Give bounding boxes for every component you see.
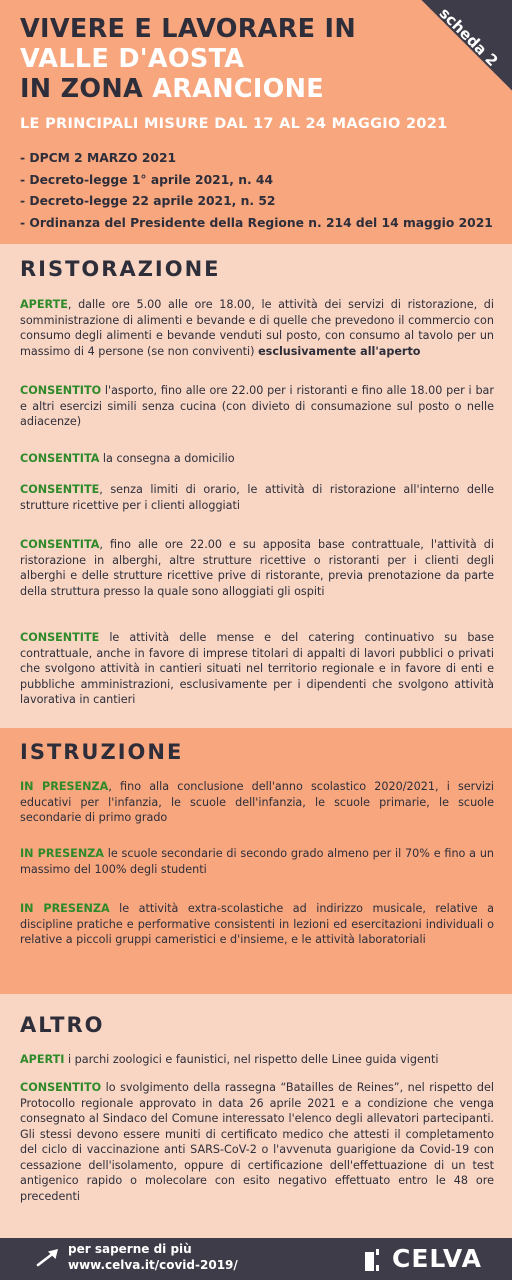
title-line-1: VIVERE E LAVORARE IN xyxy=(20,14,356,44)
reference-item: - DPCM 2 MARZO 2021 xyxy=(20,151,177,165)
paragraph-text: i parchi zoologici e faunistici, nel rispetto delle Linee guida vigenti xyxy=(64,1053,439,1066)
paragraph-text: , senza limiti di orario, le attività di ristorazione all'interno delle strutture ricettive per i clienti alloggiati xyxy=(20,483,494,512)
paragraph-text: , fino alle ore 22.00 e su apposita base contrattuale, l'attività di ristorazione in alberghi, altre strutture ricettive o ristoranti per i clienti degli alberghi e delle strutture ricettive prive di ristorante, previa prenotazione da parte della struttura presso la quale sono alloggiati gli ospiti xyxy=(20,538,494,598)
paragraph-text: le attività extra-scolastiche ad indirizzo musicale, relative a discipline pratiche e performative consistenti in lezioni ed esercitazioni individuali o relative a piccoli gruppi cameristici e d'insieme, e le attività laboratoriali xyxy=(20,902,494,946)
altro-paragraph-2 xyxy=(20,1080,494,1204)
keyword: CONSENTITE xyxy=(20,631,100,644)
paragraph-text: , fino alla conclusione dell'anno scolastico 2020/2021, i servizi educativi per l'infanzia, le scuole dell'infanzia, le scuole primarie, le scuole secondarie di primo grado xyxy=(20,780,494,824)
legal-references xyxy=(20,148,493,234)
ristorazione-paragraph-4 xyxy=(20,482,494,513)
paragraph-text: le attività delle mense e del catering continuativo su base contrattuale, anche in favore di imprese titolari di appalti di lavori pubblici o privati che svolgono attività in cantieri situati nel territorio regionale e in favore di enti e pubbliche amministrazioni, esclusivamente per i dipendenti che svolgono attività lavorativa in cantieri xyxy=(20,631,494,706)
section-title-altro: ALTRO xyxy=(20,1013,105,1037)
ristorazione-paragraph-6 xyxy=(20,630,494,708)
keyword: CONSENTITE xyxy=(20,483,100,496)
title-line-3a: IN ZONA xyxy=(20,74,153,104)
scheda-label: scheda 2 xyxy=(435,4,502,70)
title-zone-color: ARANCIONE xyxy=(152,74,325,104)
keyword: IN PRESENZA xyxy=(20,780,109,793)
paragraph-text: lo svolgimento della rassegna “Batailles de Reines”, nel rispetto del Protocollo regionale approvato in data 26 aprile 2021 e a condizione che venga consegnato al Sindaco del Comune interessato l'elenco degli allevatori partecipanti. Gli stessi devono essere muniti di certificato medico che attesti il completamento del ciclo di vaccinazione anti SARS-CoV-2 o l'avvenuta guarigione da Covid-19 con cessazione dell'isolamento, oppure di certificazione dell'effettuazione di un test antigenico rapido o molecolare con esito negativo effettuato entro le 48 ore precedenti xyxy=(20,1081,494,1203)
altro-paragraph-1 xyxy=(20,1052,494,1068)
keyword: CONSENTITO xyxy=(20,384,102,397)
page-subtitle: LE PRINCIPALI MISURE DAL 17 AL 24 MAGGIO 2021 xyxy=(20,116,448,132)
reference-item: - Ordinanza del Presidente della Regione n. 214 del 14 maggio 2021 xyxy=(20,215,493,230)
keyword: CONSENTITO xyxy=(20,1081,102,1094)
paragraph-text: l'asporto, fino alle ore 22.00 per i ristoranti e fino alle 18.00 per i bar e altri esercizi simili senza cucina (con divieto di consumazione sul posto o nelle adiacenze) xyxy=(20,384,494,428)
title-line-3 xyxy=(20,74,356,104)
arrow-icon xyxy=(36,1248,60,1268)
section-title-ristorazione: RISTORAZIONE xyxy=(20,257,221,281)
istruzione-paragraph-3 xyxy=(20,901,494,948)
section-title-istruzione: ISTRUZIONE xyxy=(20,740,184,764)
ristorazione-paragraph-3 xyxy=(20,451,494,467)
reference-item: - Decreto-legge 22 aprile 2021, n. 52 xyxy=(20,194,276,208)
celva-logo-icon xyxy=(364,1249,384,1271)
footer-link[interactable]: www.celva.it/covid-2019/ xyxy=(68,1258,238,1272)
emphasis-text: esclusivamente all'aperto xyxy=(258,344,421,358)
ristorazione-paragraph-2 xyxy=(20,383,494,430)
celva-logo: CELVA xyxy=(392,1244,482,1273)
paragraph-text: la consegna a domicilio xyxy=(99,452,235,465)
keyword: APERTE xyxy=(20,298,68,311)
keyword: APERTI xyxy=(20,1053,65,1066)
istruzione-paragraph-2 xyxy=(20,846,494,877)
paragraph-text: le scuole secondarie di secondo grado almeno per il 70% e fino a un massimo del 100% degli studenti xyxy=(20,847,494,876)
keyword: IN PRESENZA xyxy=(20,902,110,915)
istruzione-paragraph-1 xyxy=(20,779,494,826)
keyword: IN PRESENZA xyxy=(20,847,104,860)
ristorazione-paragraph-1 xyxy=(20,297,494,359)
paragraph-text: , dalle ore 5.00 alle ore 18.00, le attività dei servizi di ristorazione, di somministrazione di alimenti e bevande e di quelle che prevedono il commercio con consumo degli alimenti e bevande venduti sul posto, con consumo al tavolo per un massimo di 4 persone (se non conviventi) xyxy=(20,298,494,358)
keyword: CONSENTITA xyxy=(20,538,100,551)
reference-item: - Decreto-legge 1° aprile 2021, n. 44 xyxy=(20,172,274,187)
title-line-2: VALLE D'AOSTA xyxy=(20,44,245,74)
footer-more-info: per saperne di più xyxy=(68,1242,192,1256)
ristorazione-paragraph-5 xyxy=(20,537,494,599)
keyword: CONSENTITA xyxy=(20,452,100,465)
page-title xyxy=(20,14,356,104)
